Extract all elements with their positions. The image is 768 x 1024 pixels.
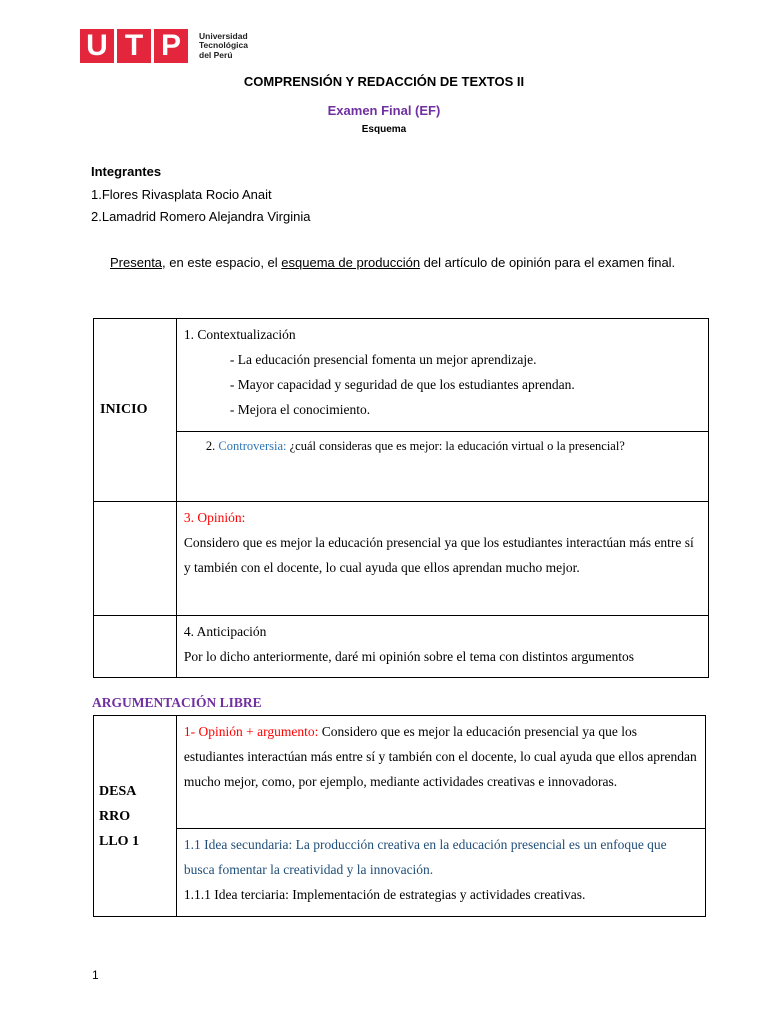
opinion-heading: 3. Opinión: — [183, 510, 246, 525]
ideas-cell — [176, 829, 705, 917]
member-1: 1.Flores Rivasplata Rocio Anait — [91, 187, 272, 202]
logo-line-1: Universidad — [199, 30, 248, 41]
contextualizacion-cell — [176, 319, 708, 432]
anticipacion-heading: 4. Anticipación — [183, 624, 267, 639]
inicio-label: INICIO — [94, 319, 177, 502]
instructions-paragraph — [110, 251, 678, 274]
instructions-presenta: Presenta — [110, 255, 163, 270]
contextualizacion-item-2: - Mayor capacidad y seguridad de que los estudiantes aprendan. — [229, 377, 575, 392]
opinion-cell — [176, 502, 708, 616]
controversia-cell — [176, 432, 708, 502]
integrantes-label: Integrantes — [91, 164, 162, 179]
argumento-text: Considero que es mejor la educación presencial ya que los estudiantes interactúan más entre sí y también con el docente, lo cual ayuda que ellos aprendan mucho mejor, como, por ejemplo, mediante actividades creativas e innovadoras. — [183, 724, 697, 789]
controversia-text: ¿cuál consideras que es mejor: la educación virtual o la presencial? — [286, 439, 625, 453]
document-title: COMPRENSIÓN Y REDACCIÓN DE TEXTOS II — [243, 74, 525, 89]
inicio-table — [93, 318, 709, 678]
instructions-esquema: esquema de producción — [281, 255, 421, 270]
controversia-number: 2. — [205, 439, 219, 453]
inicio-spacer-1 — [94, 502, 177, 616]
desarrollo-label — [94, 716, 177, 917]
page-number: 1 — [92, 968, 99, 982]
opinion-text: Considero que es mejor la educación presencial ya que los estudiantes interactúan más entre sí y también con el docente, lo cual ayuda que ellos aprendan mucho mejor. — [183, 535, 694, 575]
desarrollo-table — [93, 715, 706, 917]
utp-logo — [80, 28, 248, 64]
scheme-subtitle: Esquema — [361, 124, 407, 135]
logo-line-2: Tecnológica — [199, 40, 248, 51]
instructions-text-1: , en este espacio, el — [162, 255, 282, 270]
idea-terciaria: 1.1.1 Idea terciaria: Implementación de estrategias y actividades creativas. — [183, 887, 586, 902]
argumento-label: 1- Opinión + argumento: — [183, 724, 319, 739]
instructions-text-2: del artículo de opinión para el examen final. — [420, 255, 676, 270]
logo-letter-t: T — [117, 29, 151, 63]
idea-secundaria: 1.1 Idea secundaria: La producción creativa en la educación presencial es un enfoque que busca fomentar la creatividad y la innovación. — [183, 837, 667, 877]
argumento-paragraph — [184, 719, 698, 794]
desarrollo-label-line-2: RRO — [99, 808, 131, 824]
logo-line-3: del Perú — [199, 49, 233, 60]
anticipacion-cell — [176, 616, 708, 678]
logo-letter-u: U — [80, 29, 114, 63]
anticipacion-text: Por lo dicho anteriormente, daré mi opinión sobre el tema con distintos argumentos — [183, 649, 634, 664]
desarrollo-label-line-1: DESA — [99, 783, 137, 799]
argumento-cell — [176, 716, 705, 829]
inicio-spacer-2 — [94, 616, 177, 678]
exam-title: Examen Final (EF) — [327, 103, 441, 118]
contextualizacion-item-1: - La educación presencial fomenta un mejor aprendizaje. — [229, 352, 537, 367]
contextualizacion-item-3: - Mejora el conocimiento. — [229, 402, 371, 417]
logo-text — [199, 32, 248, 61]
argumentacion-title: ARGUMENTACIÓN LIBRE — [92, 695, 262, 710]
desarrollo-label-line-3: LLO 1 — [99, 833, 140, 849]
controversia-label: Controversia: — [218, 439, 287, 453]
member-2: 2.Lamadrid Romero Alejandra Virginia — [91, 209, 311, 224]
logo-letter-p: P — [154, 29, 188, 63]
contextualizacion-heading: 1. Contextualización — [183, 327, 296, 342]
